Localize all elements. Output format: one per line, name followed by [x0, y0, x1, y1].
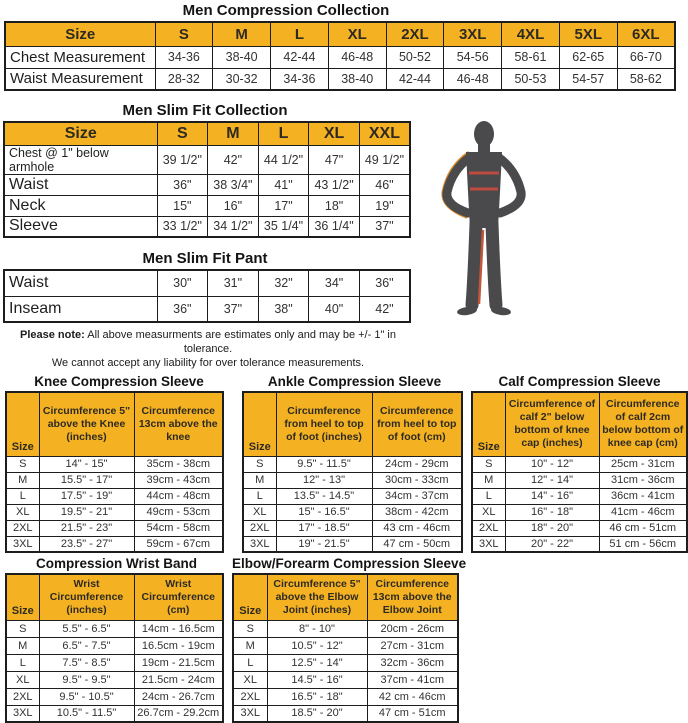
row-label-cell: S: [472, 456, 505, 472]
row-label-cell: S: [243, 456, 276, 472]
value-cell: 54-56: [444, 46, 502, 68]
row-label-cell: 2XL: [472, 520, 505, 536]
row-label-cell: L: [233, 654, 267, 671]
value-cell: 51 cm - 56cm: [599, 536, 687, 552]
figure-right-arm: [498, 157, 521, 213]
table-row: [243, 536, 462, 552]
row-label-cell: 3XL: [6, 536, 39, 552]
value-cell: 59cm - 67cm: [134, 536, 223, 552]
size-column-header: 5XL: [559, 22, 617, 46]
value-cell: 58-61: [502, 46, 560, 68]
tolerance-note-line1: [0, 328, 416, 356]
row-label-cell: 3XL: [243, 536, 276, 552]
men-compression-collection-table: [4, 21, 676, 91]
table-row: [5, 68, 675, 90]
value-cell: 31cm - 36cm: [599, 472, 687, 488]
row-label-cell: Neck: [4, 195, 157, 216]
table-row: [6, 688, 223, 705]
cm-column-header: Wrist Circumference (cm): [134, 574, 223, 620]
value-cell: 49cm - 53cm: [134, 504, 223, 520]
table-header-row: [472, 392, 687, 456]
row-label-cell: M: [233, 637, 267, 654]
value-cell: 9.5" - 11.5": [276, 456, 372, 472]
size-column-header: XL: [309, 122, 360, 145]
value-cell: 36": [359, 270, 410, 296]
table-row: [6, 637, 223, 654]
men-slim-fit-collection-title: Men Slim Fit Collection: [122, 102, 288, 119]
value-cell: 47 cm - 51cm: [367, 705, 458, 722]
size-column-header: Size: [6, 392, 39, 456]
value-cell: 8" - 10": [267, 620, 367, 637]
table-row: [6, 671, 223, 688]
table-row: [233, 705, 458, 722]
cm-column-header: Circumference of calf 2cm below bottom of knee cap (cm): [599, 392, 687, 456]
value-cell: 24cm - 29cm: [372, 456, 462, 472]
tolerance-note-line2: We cannot accept any liability for over tolerance measurements.: [51, 357, 365, 369]
value-cell: 43 cm - 46cm: [372, 520, 462, 536]
row-label-cell: S: [233, 620, 267, 637]
row-label-cell: 2XL: [233, 688, 267, 705]
value-cell: 42": [208, 145, 259, 174]
row-label-cell: 2XL: [6, 520, 39, 536]
value-cell: 32": [258, 270, 309, 296]
figure-neck: [478, 143, 490, 153]
knee-sleeve-block: [5, 374, 233, 553]
size-column-header: Size: [6, 574, 39, 620]
value-cell: 17": [258, 195, 309, 216]
slim-fit-section: [0, 102, 679, 370]
value-cell: 42-44: [386, 68, 444, 90]
value-cell: 21.5cm - 24cm: [134, 671, 223, 688]
size-label-header: Size: [5, 22, 155, 46]
value-cell: 16.5cm - 19cm: [134, 637, 223, 654]
value-cell: 9.5" - 9.5": [39, 671, 134, 688]
table-row: [472, 472, 687, 488]
value-cell: 19.5" - 21": [39, 504, 134, 520]
value-cell: 21.5" - 23": [39, 520, 134, 536]
figure-left-arm: [447, 157, 470, 213]
table-row: [4, 296, 410, 322]
value-cell: 16.5" - 18": [267, 688, 367, 705]
value-cell: 14" - 16": [505, 488, 599, 504]
value-cell: 54-57: [559, 68, 617, 90]
value-cell: 46 cm - 51cm: [599, 520, 687, 536]
row-label-cell: 2XL: [243, 520, 276, 536]
value-cell: 50-53: [502, 68, 560, 90]
table-row: [472, 520, 687, 536]
row-label-cell: 2XL: [6, 688, 39, 705]
row-label-cell: XL: [233, 671, 267, 688]
value-cell: 18" - 20": [505, 520, 599, 536]
value-cell: 54cm - 58cm: [134, 520, 223, 536]
table-row: [472, 488, 687, 504]
table-row: [472, 456, 687, 472]
knee-sleeve-table: [5, 391, 224, 553]
row-label-cell: Inseam: [4, 296, 157, 322]
value-cell: 44cm - 48cm: [134, 488, 223, 504]
value-cell: 17" - 18.5": [276, 520, 372, 536]
table-row: [4, 270, 410, 296]
table-row: [6, 654, 223, 671]
size-column-header: M: [208, 122, 259, 145]
wrist-elbow-tables-row: [0, 556, 679, 723]
row-label-cell: S: [6, 456, 39, 472]
inches-column-header: Circumference 5" above the Knee (inches): [39, 392, 134, 456]
value-cell: 49 1/2": [359, 145, 410, 174]
value-cell: 47 cm - 50cm: [372, 536, 462, 552]
knee-sleeve-title: Knee Compression Sleeve: [34, 374, 204, 389]
value-cell: 37": [208, 296, 259, 322]
table-header-row: [6, 392, 223, 456]
table-row: [4, 216, 410, 237]
table-header-row: [6, 574, 223, 620]
row-label-cell: L: [6, 488, 39, 504]
table-row: [243, 520, 462, 536]
row-label-cell: S: [6, 620, 39, 637]
table-header-row: [4, 122, 410, 145]
table-row: [6, 504, 223, 520]
row-label-cell: 3XL: [6, 705, 39, 722]
value-cell: 6.5" - 7.5": [39, 637, 134, 654]
size-column-header: Size: [472, 392, 505, 456]
size-column-header: XXL: [359, 122, 410, 145]
value-cell: 34": [309, 270, 360, 296]
value-cell: 34cm - 37cm: [372, 488, 462, 504]
row-label-cell: M: [472, 472, 505, 488]
male-figure-illustration: [436, 120, 532, 325]
size-column-header: L: [271, 22, 329, 46]
value-cell: 46-48: [328, 46, 386, 68]
value-cell: 12.5" - 14": [267, 654, 367, 671]
table-row: [6, 520, 223, 536]
value-cell: 39cm - 43cm: [134, 472, 223, 488]
row-label-cell: M: [6, 637, 39, 654]
figure-left-leg: [472, 224, 476, 305]
value-cell: 16": [208, 195, 259, 216]
table-row: [4, 195, 410, 216]
cm-column-header: Circumference from heel to top of foot (cm): [372, 392, 462, 456]
value-cell: 38cm - 42cm: [372, 504, 462, 520]
cm-column-header: Circumference 13cm above the knee: [134, 392, 223, 456]
inches-column-header: Wrist Circumference (inches): [39, 574, 134, 620]
row-label-cell: XL: [6, 671, 39, 688]
value-cell: 38": [258, 296, 309, 322]
size-column-header: 3XL: [444, 22, 502, 46]
value-cell: 14" - 15": [39, 456, 134, 472]
value-cell: 30-32: [213, 68, 271, 90]
row-label-cell: XL: [243, 504, 276, 520]
value-cell: 26.7cm - 29.2cm: [134, 705, 223, 722]
value-cell: 14cm - 16.5cm: [134, 620, 223, 637]
men-compression-collection-title: Men Compression Collection: [182, 2, 390, 19]
value-cell: 10" - 12": [505, 456, 599, 472]
value-cell: 36": [157, 296, 208, 322]
value-cell: 15.5" - 17": [39, 472, 134, 488]
value-cell: 43 1/2": [309, 174, 360, 195]
size-label-header: Size: [4, 122, 157, 145]
slim-fit-tables-column: [0, 102, 414, 370]
table-header-row: [243, 392, 462, 456]
value-cell: 41": [258, 174, 309, 195]
wrist-band-title: Compression Wrist Band: [35, 556, 198, 571]
table-row: [472, 504, 687, 520]
value-cell: 34-36: [155, 46, 213, 68]
table-row: [4, 145, 410, 174]
table-row: [6, 705, 223, 722]
row-label-cell: Waist: [4, 270, 157, 296]
men-slim-fit-collection-table: [3, 121, 411, 238]
row-label-cell: XL: [6, 504, 39, 520]
value-cell: 42 cm - 46cm: [367, 688, 458, 705]
row-label-cell: M: [6, 472, 39, 488]
value-cell: 28-32: [155, 68, 213, 90]
table-row: [243, 488, 462, 504]
value-cell: 47": [309, 145, 360, 174]
men-slim-fit-pant-table: [3, 269, 411, 323]
row-label-cell: Chest @ 1" below armhole: [4, 145, 157, 174]
value-cell: 19cm - 21.5cm: [134, 654, 223, 671]
men-slim-fit-pant-title: Men Slim Fit Pant: [142, 250, 268, 267]
value-cell: 41cm - 46cm: [599, 504, 687, 520]
value-cell: 36": [157, 174, 208, 195]
size-column-header: 6XL: [617, 22, 675, 46]
row-label-cell: L: [243, 488, 276, 504]
row-label-cell: M: [243, 472, 276, 488]
tolerance-note-bold: Please note:: [20, 329, 85, 341]
value-cell: 10.5" - 11.5": [39, 705, 134, 722]
table-row: [6, 456, 223, 472]
value-cell: 34-36: [271, 68, 329, 90]
value-cell: 19": [359, 195, 410, 216]
sleeve-tables-row: [0, 374, 684, 553]
cm-column-header: Circumference 13cm above the Elbow Joint: [367, 574, 458, 620]
figure-right-leg: [492, 224, 496, 305]
value-cell: 46-48: [444, 68, 502, 90]
calf-sleeve-table: [471, 391, 688, 553]
value-cell: 58-62: [617, 68, 675, 90]
value-cell: 35 1/4": [258, 216, 309, 237]
size-column-header: 4XL: [502, 22, 560, 46]
inches-column-header: Circumference 5" above the Elbow Joint (inches): [267, 574, 367, 620]
value-cell: 46": [359, 174, 410, 195]
value-cell: 39 1/2": [157, 145, 208, 174]
size-column-header: S: [155, 22, 213, 46]
row-label-cell: 3XL: [472, 536, 505, 552]
value-cell: 30cm - 33cm: [372, 472, 462, 488]
table-row: [243, 456, 462, 472]
value-cell: 15": [157, 195, 208, 216]
size-column-header: Size: [233, 574, 267, 620]
ankle-sleeve-table: [242, 391, 463, 553]
calf-sleeve-title: Calf Compression Sleeve: [498, 374, 661, 389]
value-cell: 20cm - 26cm: [367, 620, 458, 637]
value-cell: 38-40: [328, 68, 386, 90]
table-row: [243, 504, 462, 520]
value-cell: 24cm - 26.7cm: [134, 688, 223, 705]
table-row: [233, 654, 458, 671]
row-label-cell: Waist: [4, 174, 157, 195]
table-header-row: [5, 22, 675, 46]
value-cell: 27cm - 31cm: [367, 637, 458, 654]
elbow-sleeve-block: [232, 556, 466, 723]
value-cell: 12" - 14": [505, 472, 599, 488]
value-cell: 14.5" - 16": [267, 671, 367, 688]
value-cell: 9.5" - 10.5": [39, 688, 134, 705]
value-cell: 19" - 21.5": [276, 536, 372, 552]
table-row: [243, 472, 462, 488]
value-cell: 35cm - 38cm: [134, 456, 223, 472]
size-column-header: S: [157, 122, 208, 145]
elbow-sleeve-title: Elbow/Forearm Compression Sleeve: [232, 556, 467, 571]
row-label-cell: Chest Measurement: [5, 46, 155, 68]
value-cell: 20" - 22": [505, 536, 599, 552]
table-row: [233, 688, 458, 705]
tolerance-note-text: All above measurments are estimates only and may be +/- 1" in tolerance.: [84, 329, 396, 355]
table-row: [6, 488, 223, 504]
value-cell: 16" - 18": [505, 504, 599, 520]
value-cell: 17.5" - 19": [39, 488, 134, 504]
table-row: [6, 472, 223, 488]
row-label-cell: 3XL: [233, 705, 267, 722]
row-label-cell: Waist Measurement: [5, 68, 155, 90]
figure-panel: [414, 102, 679, 370]
value-cell: 36 1/4": [309, 216, 360, 237]
value-cell: 62-65: [559, 46, 617, 68]
value-cell: 30": [157, 270, 208, 296]
value-cell: 10.5" - 12": [267, 637, 367, 654]
size-column-header: Size: [243, 392, 276, 456]
value-cell: 13.5" - 14.5": [276, 488, 372, 504]
value-cell: 18": [309, 195, 360, 216]
value-cell: 15" - 16.5": [276, 504, 372, 520]
ankle-sleeve-title: Ankle Compression Sleeve: [267, 374, 442, 389]
value-cell: 32cm - 36cm: [367, 654, 458, 671]
table-row: [4, 174, 410, 195]
value-cell: 44 1/2": [258, 145, 309, 174]
size-column-header: 2XL: [386, 22, 444, 46]
table-row: [233, 637, 458, 654]
row-label-cell: Sleeve: [4, 216, 157, 237]
male-silhouette-icon: [436, 120, 532, 320]
table-row: [472, 536, 687, 552]
row-label-cell: L: [6, 654, 39, 671]
table-row: [233, 671, 458, 688]
table-header-row: [233, 574, 458, 620]
ankle-sleeve-block: [242, 374, 467, 553]
value-cell: 5.5" - 6.5": [39, 620, 134, 637]
inches-column-header: Circumference from heel to top of foot (inches): [276, 392, 372, 456]
inches-column-header: Circumference of calf 2" below bottom of knee cap (inches): [505, 392, 599, 456]
value-cell: 40": [309, 296, 360, 322]
table-row: [6, 620, 223, 637]
value-cell: 36cm - 41cm: [599, 488, 687, 504]
value-cell: 66-70: [617, 46, 675, 68]
value-cell: 38 3/4": [208, 174, 259, 195]
value-cell: 38-40: [213, 46, 271, 68]
calf-sleeve-block: [471, 374, 688, 553]
table-row: [6, 536, 223, 552]
value-cell: 23.5" - 27": [39, 536, 134, 552]
wrist-band-block: [5, 556, 228, 723]
value-cell: 12" - 13": [276, 472, 372, 488]
value-cell: 34 1/2": [208, 216, 259, 237]
row-label-cell: XL: [472, 504, 505, 520]
value-cell: 42": [359, 296, 410, 322]
value-cell: 25cm - 31cm: [599, 456, 687, 472]
size-column-header: M: [213, 22, 271, 46]
value-cell: 37": [359, 216, 410, 237]
value-cell: 18.5" - 20": [267, 705, 367, 722]
value-cell: 37cm - 41cm: [367, 671, 458, 688]
table-row: [233, 620, 458, 637]
value-cell: 33 1/2": [157, 216, 208, 237]
size-column-header: L: [258, 122, 309, 145]
row-label-cell: L: [472, 488, 505, 504]
value-cell: 31": [208, 270, 259, 296]
table-row: [5, 46, 675, 68]
value-cell: 50-52: [386, 46, 444, 68]
value-cell: 42-44: [271, 46, 329, 68]
tolerance-note: [0, 328, 416, 370]
value-cell: 7.5" - 8.5": [39, 654, 134, 671]
size-column-header: XL: [328, 22, 386, 46]
elbow-sleeve-table: [232, 573, 459, 723]
wrist-band-table: [5, 573, 224, 723]
